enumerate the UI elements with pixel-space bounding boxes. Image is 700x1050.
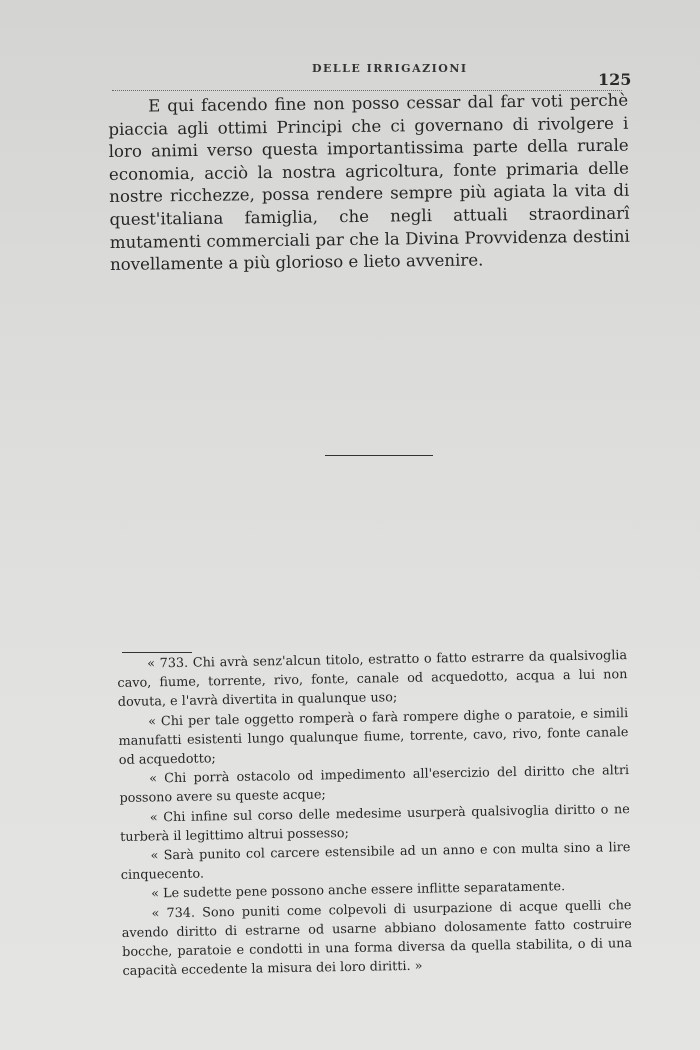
footnote-separator-rule: [122, 652, 192, 653]
footnote-paragraph: « Sarà punito col carcere estensibile ad un anno e con multa sino a lire cinquecento.: [120, 840, 631, 884]
page-number: 125: [598, 70, 632, 89]
footnote-paragraph: « 733. Chi avrà senz'alcun titolo, estratto o fatto estrarre da qualsivoglia cavo, fiume, torrente, rivo, fonte, canale od acquedotto, acqua a lui non dovuta, e l'avrà divertita in qualunque uso;: [117, 648, 628, 711]
main-paragraph: E qui facendo fine non posso cessar dal far voti perchè piaccia agli ottimi Principi che ci governano di rivolgere i loro animi verso questa importantissima parte della rurale economia, acciò la nostra agricoltura, fonte primaria delle nostre ricchezze, possa rendere sempre più agiata la vita di quest'italiana famiglia, che negli attuali straordinarî mutamenti commerciali par che la Divina Provvidenza destini novellamente a più glorioso e lieto avvenire.: [108, 90, 630, 275]
footnote-paragraph: « Chi porrà ostacolo od impedimento all'esercizio del diritto che altri possono avere su queste acque;: [119, 763, 630, 807]
main-text-block: [108, 90, 630, 277]
footnotes-block: [117, 646, 633, 981]
footnote-paragraph: « 734. Sono puniti come colpevoli di usurpazione di acque quelli che avendo diritto di estrarne od usarne abbiano dolosamente fatto costruire bocche, paratoie e condotti in una forma diversa da quella stabilita, o di una capacità eccedente la misura dei loro diritti. »: [121, 897, 633, 980]
footnote-paragraph: « Chi per tale oggetto romperà o farà rompere dighe o paratoie, e simili manufatti esistenti lungo qualunque fiume, torrente, cavo, rivo, fonte canale od acquedotto;: [118, 705, 629, 768]
running-title: DELLE IRRIGAZIONI: [312, 62, 468, 75]
footnote-paragraph: « Chi infine sul corso delle medesime usurperà qualsivoglia diritto o ne turberà il legittimo altrui possesso;: [120, 801, 630, 845]
section-end-rule: [325, 455, 433, 456]
footnote-paragraph: « Le sudette pene possono anche essere inflitte separatamente.: [151, 879, 566, 902]
